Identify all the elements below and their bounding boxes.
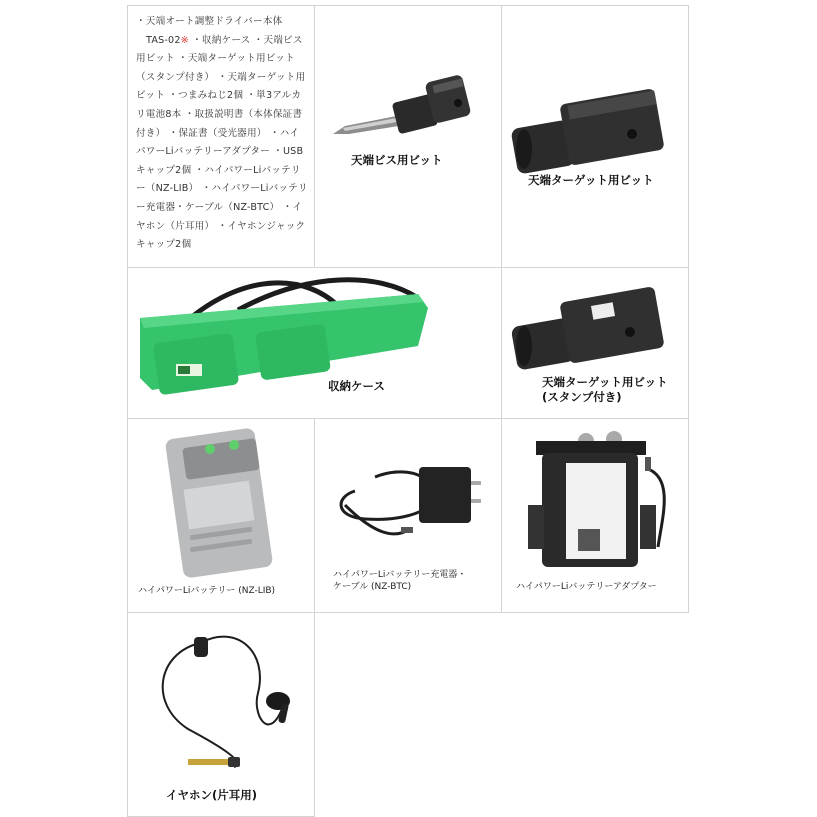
bis-bit-image [315, 6, 502, 268]
battery-image [128, 419, 315, 613]
earphone-cell [127, 612, 315, 817]
model-mark: ※ [180, 34, 189, 46]
bis-bit-caption: 天端ビス用ビット [351, 153, 443, 167]
charger-caption-2: ケーブル (NZ-BTC) [333, 582, 412, 592]
earphone-caption: イヤホン(片耳用) [166, 788, 258, 802]
target-bit-image [502, 6, 689, 268]
contents-list-text [136, 13, 308, 255]
battery-cell [127, 418, 315, 613]
model-number: TAS-02 [146, 34, 181, 46]
adapter-caption: ハイパワーLiバッテリーアダプター [516, 582, 657, 592]
battery-caption: ハイパワーLiバッテリー (NZ-LIB) [138, 586, 276, 596]
target-bit-caption: 天端ターゲット用ビット [528, 173, 654, 187]
storage-case-caption: 収納ケース [328, 379, 385, 393]
contents-list-cell [127, 5, 315, 268]
storage-case-cell [127, 267, 502, 419]
adapter-cell [501, 418, 689, 613]
bis-bit-cell [314, 5, 502, 268]
stamp-bit-caption-1: 天端ターゲット用ビット [542, 375, 668, 389]
contents-rest: ・収納ケース ・天端ビス用ビット ・天端ターゲット用ビット（スタンプ付き） ・天端ターゲット用ビット ・つまみねじ2個 ・単3アルカリ電池8本 ・取扱説明書（本体保証書付き） ・保証書（受光器用） ・ハイパワーLiバッテリーアダプター ・USBキャップ2個 ・ハイパワーLiバッテリー（NZ-LIB） ・ハイパワーLiバッテリー充電器・ケーブル（NZ-BTC） ・イヤホン（片耳用） ・イヤホンジャックキャップ2個 [136, 34, 308, 251]
stamp-bit-caption-2: (スタンプ付き) [542, 390, 622, 404]
stamp-bit-cell [501, 267, 689, 419]
storage-case-image [128, 268, 502, 419]
target-bit-cell [501, 5, 689, 268]
contents-line1: ・天端オート調整ドライバー本体 [136, 16, 283, 27]
charger-cell [314, 418, 502, 613]
charger-caption-1: ハイパワーLiバッテリー充電器・ [333, 570, 467, 580]
accessory-grid [127, 5, 689, 817]
